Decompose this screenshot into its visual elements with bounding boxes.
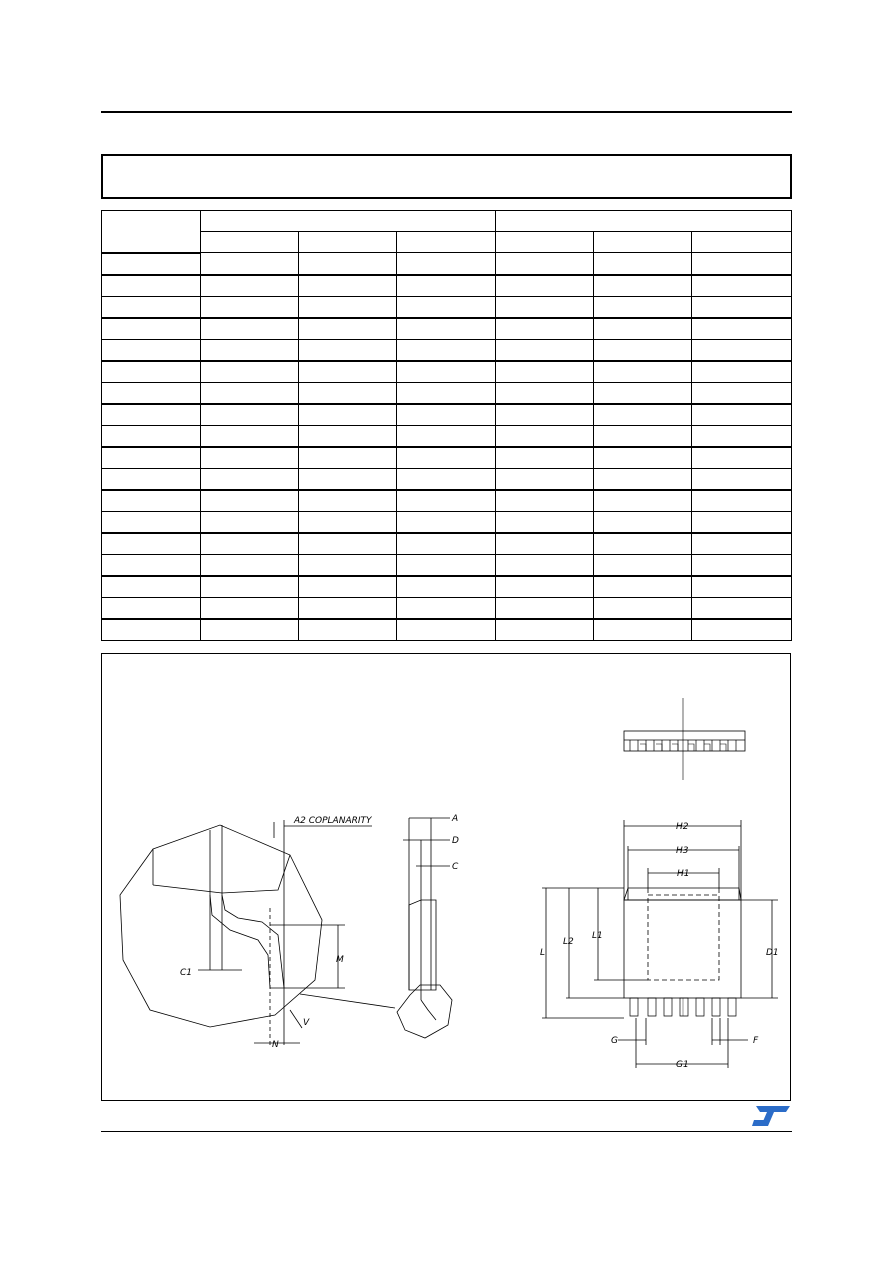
label-m: M [336, 955, 344, 965]
label-c1: C1 [180, 968, 193, 978]
label-g: G [611, 1036, 618, 1046]
footer-rule [101, 1131, 792, 1132]
label-f: F [753, 1036, 759, 1046]
label-h1: H1 [677, 869, 690, 879]
label-h3: H3 [676, 846, 689, 856]
side-view [624, 698, 745, 780]
label-g1: G1 [676, 1060, 689, 1070]
st-logo-icon [752, 1104, 792, 1128]
label-n: N [272, 1040, 279, 1050]
label-a2-coplanarity: A2 COPLANARITY [294, 816, 372, 826]
lead-detail-view [120, 820, 395, 1045]
label-a: A [452, 814, 459, 824]
label-l2: L2 [563, 937, 574, 947]
top-view [542, 820, 778, 1068]
label-d: D [452, 836, 459, 846]
label-v: V [303, 1018, 310, 1028]
lead-section-view [397, 818, 452, 1038]
label-l1: L1 [592, 931, 603, 941]
label-c: C [452, 862, 459, 872]
label-h2: H2 [676, 822, 689, 832]
label-d1: D1 [766, 948, 779, 958]
label-l: L [540, 948, 546, 958]
